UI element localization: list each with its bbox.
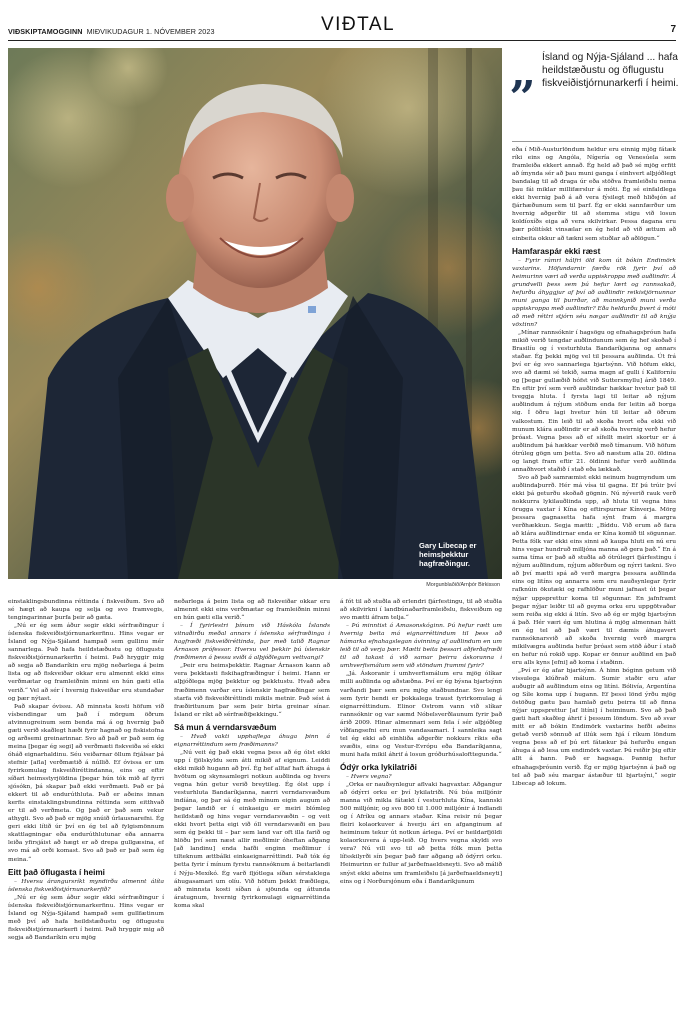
paragraph: neðarlega á þeim lista og að fiskveiðar okkar eru almennt ekki eins verðmætar og framleiðnin minni en hún gæti ella verið.“	[174, 599, 330, 622]
interview-question: – Fyrir rúmri hálfri öld kom út bókin Endimörk vaxtarins. Höfundarnir færðu rök fyrir því að heimurinn væri að verða uppiskroppa með auðlindir. Á grundvelli þess sem þú hefur lært og rannsakað, hefurðu áhyggjur af því að auðlindir reikistjörnunnar muni ganga til þurrðar, að mannkynið muni verða uppiskroppa með auðlindir? Eða heldurðu þvert á móti að með réttri stjórn séu nægar auðlindir til að knýja vöxtinn?	[512, 257, 676, 328]
paragraph: „Já. Áskoranir í umhverfismálum eru mjög ólíkar milli auðlinda og aðstæðna. Því er ég býsna bjartsýnn varðandi þær sem eru mjög staðbundnar. Svo lengi sem fyrir hendi er þokkalega traust fyrirkomulag á eignarréttindum. Elinor Ostrom vann við slíkar rannsóknir og var sæmd Nóbelsverðlaunum fyrir það árið 2009. Hinar almennari sem fela í sér alþjóðleg víðfangsefni eru mun vandasamari. Í sannleika sagt tel ég ekki að einhliða aðgerðir nokkurs ríkis eða svæðis, eins og Vestur-Evrópu eða Bandaríkjanna, muni hafa mikil áhrif á losun gróðurhúsalofttegunda.“	[340, 671, 502, 758]
quote-mark-icon: „	[510, 44, 533, 98]
paragraph: Það skapar óvissu. Að minnsta kosti höfum við vísbendingar um það í mörgum öðrum atvinnugreinum sem benda má á og hvernig það gæti verið skaðlegt hæði fyrir hagnað og fiskistofna og arðsemi greinarinnar. Svo að það er það sem ég meina [þegar ég segi] að verðmæti fiskveiða sé ekki óháð eignarhaldinu. Séu veiðarnar öllum frjálsar þá stefnir [afla] verðmætið á núllið. Ef óvissa er um fyrirkomulag fiskveiðiréttindanna, eins og eftir síðari heimsstyrjöldina [þegar hún tók mið af fyrri sjósókn, þá skapar það ekki verðmæti. Það er þá ekkert til að endurúthluta. Það er aðeins innan kerfis einstaklingsbundinna réttinda sem eitthvað er til að verðmeta. Og það er það sem vekur athygli. Svo að það er mjög snúið úrlausnarefni. Ég geri ekki lítið úr því en ég tel að fylgismönnum skattlagningar eða endurúthlutunar eða annarra leiða yfirsjáist að hægt er að drepa gullgæsina, ef svo má að orði komast. Svo að það er það sem ég meina.“	[8, 703, 164, 863]
paragraph: „Nú er ég sem áður segir ekki sérfræðingur í íslenska fiskveiðistjórnunarkerfinu. Hins vegar er Ísland og Nýja-Sjáland hampað sem gullinu mér sannarlega. Það hafa heildstæðustu og öflugustu fiskveiðistjórnunarkerfin í heimi. Það hryggir mig að segja að Bandaríkin eru mjög neðarlega á þeim lista og að fiskveiðar okkar eru almennt ekki eins verðmætar og framleiðnin minni en hún gæti ella verið.“ Vel að sér í hvernig fiskveiðar eru stundaðar og þær nýtast.	[8, 623, 164, 702]
paragraph: „Mínar rannsóknir í hagsögu og efnahagsþróun hafa mikið verið tengdar auðlindunum sem ég hef skoðað í Brasilíu og í vesturhluta Bandaríkjanna og annars staðar. Ég þekki mjög vel til þessara auðlinda. Út frá því er ég svo sannarlega bjartsýnn. Við höfum ekki, svo að dæmi sé tekið, sama magn af gulli í Kaliforníu og [þegar gullæðið hófst við Suttersmyllu] árið 1849. En eftir því sem verð auðlindar hækkar hvetur það til tveggja hluta. Í fyrsta lagi til leitar að nýjum auðlindum á nýjum stöðum enda fer leitin að borga sig. Í öðru lagi hvetur hún til leitar að öðrum valkostum. Ein leið til að skoða hvort eða ekki við munum klára auðlindir er að skoða hvernig verð hefur þróast. Vegna þess að ef sífellt meiri skortur er á auðlindum þá hækkar verðið með tímanum. Við höfum ótrúleg gögn um þetta. Svo að næstum alla 20. öldina og langt fram eftir 21. öldinni hefur verð auðlinda annaðhvort staðið í stað eða lækkað.	[512, 329, 676, 473]
pull-quote-rule	[512, 141, 676, 142]
paragraph: „Nú veit ég það ekki vegna þess að ég ólst ekki upp í fjölskyldu sem átti mikið af eignum. Leiddi ekki mikið hugann að því. Ég hef alltaf haft áhuga á hvötum og skynsamlegri notkun auðlinda og hvers vegna hún getur verið breytileg. Ég ólst upp í vesturhluta Bandaríkjanna, nærri verndarsvæðum indíána, og þar sá ég með mínum eigin augum að þegar landið er í einkaeigu er meiri blómleg heildstæð og hins vegar verndarsvæðin – og veit ekki hvort þetta eigi við óll verndarsvæði en þau sem ég þekki til – þar sem land var oft illa farið og hlöðu því sem næst allir meðlimir óheftan aðgang [að landinu] enda hafði enginn meðlimur í tilteknum ættbálki einkaeignarréttindi. Það tók ég þetta fyrir í mínum fyrstu rannsóknum á beitarlandi í Nýju-Mexíkó. Ég varð fljótlega síðan sérstaklega áhugasamari um olíu. Við höfum þekkt fræðilega, að minnsta kosti síðan á sjöunda og áttunda áratugnum, hvernig fyrirkomulagi eignarréttinda koma skal	[174, 749, 330, 909]
interview-question: – Hvað vakti upphaflega áhuga þinn á eignarréttindum sem fræðimanns?	[174, 733, 330, 748]
masthead	[0, 0, 686, 44]
issue-date: MIÐVIKUDAGUR 1. NÓVEMBER 2023	[86, 27, 215, 36]
subheading: Eitt það öflugasta í heimi	[8, 867, 105, 877]
page-number: 7	[670, 24, 676, 35]
subheading: Hamfaraspár ekki ræst	[512, 246, 601, 256]
section-title: VIÐTAL	[321, 14, 396, 35]
interview-question: – Í fyrirlestri þínum við Háskóla Íslands vitnaðirðu meðal annars í íslenska sérfræðinga í hagfræði fiskveiðiréttinda, þar með talið Ragnar Árnason prófessor. Hversu vel þekkir þú íslenskir fræðimenn á þessu sviði á alþjóðlegum vettvangi?	[174, 623, 330, 662]
subheading: Ódýr orka lykilatriði	[340, 762, 417, 772]
masthead-paper-date	[8, 27, 215, 36]
portrait-illustration	[8, 48, 502, 579]
article-column-3	[340, 598, 502, 1022]
article-column-1	[8, 598, 164, 1022]
paragraph: eða í Mið-Austurlöndum heldur eru einnig mjög fátæk ríki eins og Angóla, Nígería og Venesúela sem framleiða ekkert annað. Ég held að það sé mjög erfitt að ímynda sér að þau muni ganga í einhvert alþjóðlegt bandalag til að draga úr eða stöðva framleiðslu nema þau fái miklar millifærslur á móti. Ég sé einfaldlega ekki hvernig það á að vera fýsilegt með hliðsjón af fjárhæðunum sem til þarf. Ég er ekki sannfærður um hvernig aðgerðir til að stemma stigu við losun koldíoxíðs eiga að vera skilvirkar. Þessa dagana eru þær pólitískt vinsælar en ég held að við ættum að einbeita okkur að tækni sem stuðlar að aðlögun.“	[512, 147, 676, 242]
interview-question: – Hvers vegna?	[346, 773, 392, 780]
photo-credit: Morgunblaðið/Arnþór Birkisson	[426, 582, 500, 588]
article-column-2	[174, 598, 330, 1022]
pull-quote-text: Ísland og Nýja-Sjáland ... hafa heildstæðustu og öflugustu fiskveiðistjórnunarkerfi í heimi.	[542, 52, 679, 89]
portrait-photo	[8, 48, 502, 579]
paragraph: „Orka er nauðsynlegur aflvaki hagvaxtar. Aðgangur að ódýrri orku er því lykilatriði. Nú búa milljónir manna við mikla fátækt í vesturhluta Kína, kannski 500 milljónir, og svo 800 til 1.000 milljónir á Indlandi og í Afríku og annars staðar. Kína reisir nú þegar fleiri kolaorkuver á hverju ári en afganginum af heiminum tekur út notkun árlega. Því er heildarfjöldi kolaorkuvera á upp-leið. Og hvers vegna skyldi svo vera? Nú vill svo til að þetta fólk mun þetta lífsskilyrði sín þegar það fær aðgang að ódýrri orku. Heimurinn er fullur af jarðefnaeldsneyti. Svo að málið snýst ekki aðeins um framleiðslu [á jarðefnaeldsneyti] eins og í Norðursjónum eða í Bandaríkjunum	[340, 781, 502, 885]
paragraph: „Því er ég afar bjartsýnn. Á hinn bóginn getum við vissulega klúðrað málum. Sumir staðir eru afar auðugir að auðlindum eins og litíni. Bólivía, Argentína og Síle koma upp í hugann. Ef þessi lönd ýrðu mjög östöðug gætu þau hamlað getu þeirra til að finna nýjar uppsprettur [af litíni] í heiminum. Svo að það gæti haft skaðleg áhrif í þessum löndum. Svo að svar mitt er að bókin Endimörk vaxtarins hefði aðeins getað verið sönnuð af illúk sem hjá í ríkum löndum vegna þess að ef þú ert fátækur þá hefurðu engan áhuga á að lesa um endimörk vaxtar. Þú reiðir þig eftir allt á hann. Það er hagsaga. Þannig hefur efnahagsþróunin verið. Ég er mjög bjartsýnn á það og tel að það séu margar ástæður til bjartsýni,“ segir Libecap að lokum.	[512, 667, 676, 787]
paragraph: „Nú er ég sem áður segir ekki sérfræðingur í íslenska fiskveiðistjórnunarkerfinu. Hins vegar er Ísland og Nýja-Sjáland hampað sem gullfætinum með því að hafa heildstæðustu og öflugustu fiskveiðistjórnunarkerfi í heimi. Það hryggir mig að segja að Bandaríkin eru mjög	[8, 894, 164, 941]
paragraph: einstaklingsbundinna réttinda í fiskveiðum. Svo að sé hægt að kaupa og selja og svo framvegis, tengingarinnar þurfa þeir að gæta.	[8, 599, 164, 622]
paper-name: VIÐSKIPTAMOGGINN	[8, 27, 83, 36]
masthead-rule	[8, 40, 676, 41]
paragraph: á fót til að stuðla að erlendri fjárfestingu, til að stuðla að skilvirkni í landbúnaðarframleiðslu, fiskveiðum og svo mætti áfram telja.“	[340, 599, 502, 622]
pull-quote	[510, 44, 682, 142]
article-column-right	[512, 146, 676, 1020]
paragraph: „Þeir eru heimsþekktir. Ragnar Árnason kann að vera þekktasti fiskihagfræðingur í heimi. Hann er alþjóðlega mjög þekktur og þekktustu. Hvað aðra fræðimenn varðar eru íslenskir hagfræðingar sem starfa við fiskveiðiréttindi mikils metnir. Það sést á fræðiritunum þar sem þeir birta greinar sínar. Ísland er ríkt að sérfræðiþekkingu.“	[174, 663, 330, 718]
photo-caption: Gary Libecap er heimsþekktur hagfræðingur.	[419, 541, 477, 568]
paragraph: Svo að það samræmist ekki neinum hugmyndum um auðlindaþurrð. Hér má vísa til gagna. Ef þú trúir því ekki þá geturðu skoðað gögnin. Nú nýverið rauk verð nokkurra lykilauðlinda upp, að hluta til vegna hins örugga vaxtar í Kína og eftirspurnar Kínverja. Mörg þessara gagnasetta hafa sýnt fram á margra verðhækkun. Segja mætti: „Bíddu. Við erum að fara að klára auðlindirnar enda er Kína komið til sögunnar. Þetta fólk var ekki eins sinni að kaupa hluti en nú eru hins vegar hundruð milljóna manna að gera það.“ En á sama tíma er það að stuðla að ótrúlegri fjárfestingu í nýjum auðlindum, nýjum aðferðum og nýrri tækni. Svo að því mætti spá að verð margra þessara auðlinda eins og litíns og annarra sem eru nauðsynlegar fyrir rafknúin ökutæki og rafhlöður muni jafnast út þegar nýjar uppsprettur koma til sögunnar. En jafnframt þegar nýjar leiðir til að geyma orku eru uppgötvaðar sem reiða sig ekki á litín. Svo að ég er mjög bjartsýnn á það. Hér væri ég um hlutina á mjög almennan hátt en ég tel að það væri til dæmis áhugavert rannsóknarsvið að skoða hvernig verð margra mikilvægra auðlinda hefur þróast sem stöð áður í stað en hefur nú rokið upp. Kopar er önnur auðlind en það eru alls kyns [efni] að koma í staðinn.	[512, 474, 676, 666]
subheading: Sá mun á verndarsvæðum	[174, 722, 277, 732]
interview-question: – Hversu árangursríkt myndirðu almennt álíta íslenska fiskveiðistjórnunarkerfið?	[8, 878, 164, 893]
interview-question: – Þú minntist á Amasonskóginn. Þú hefur rætt um hvernig beita má eignarréttindum til þess að hámarka efnahagslegan ávinning af auðlindum en um leið til að verja þær. Mætti beita þessari aðferðafræði til að takast á við samar þeirra áskoranna í umhverfismálum sem við stöndum frammi fyrir?	[340, 623, 502, 670]
